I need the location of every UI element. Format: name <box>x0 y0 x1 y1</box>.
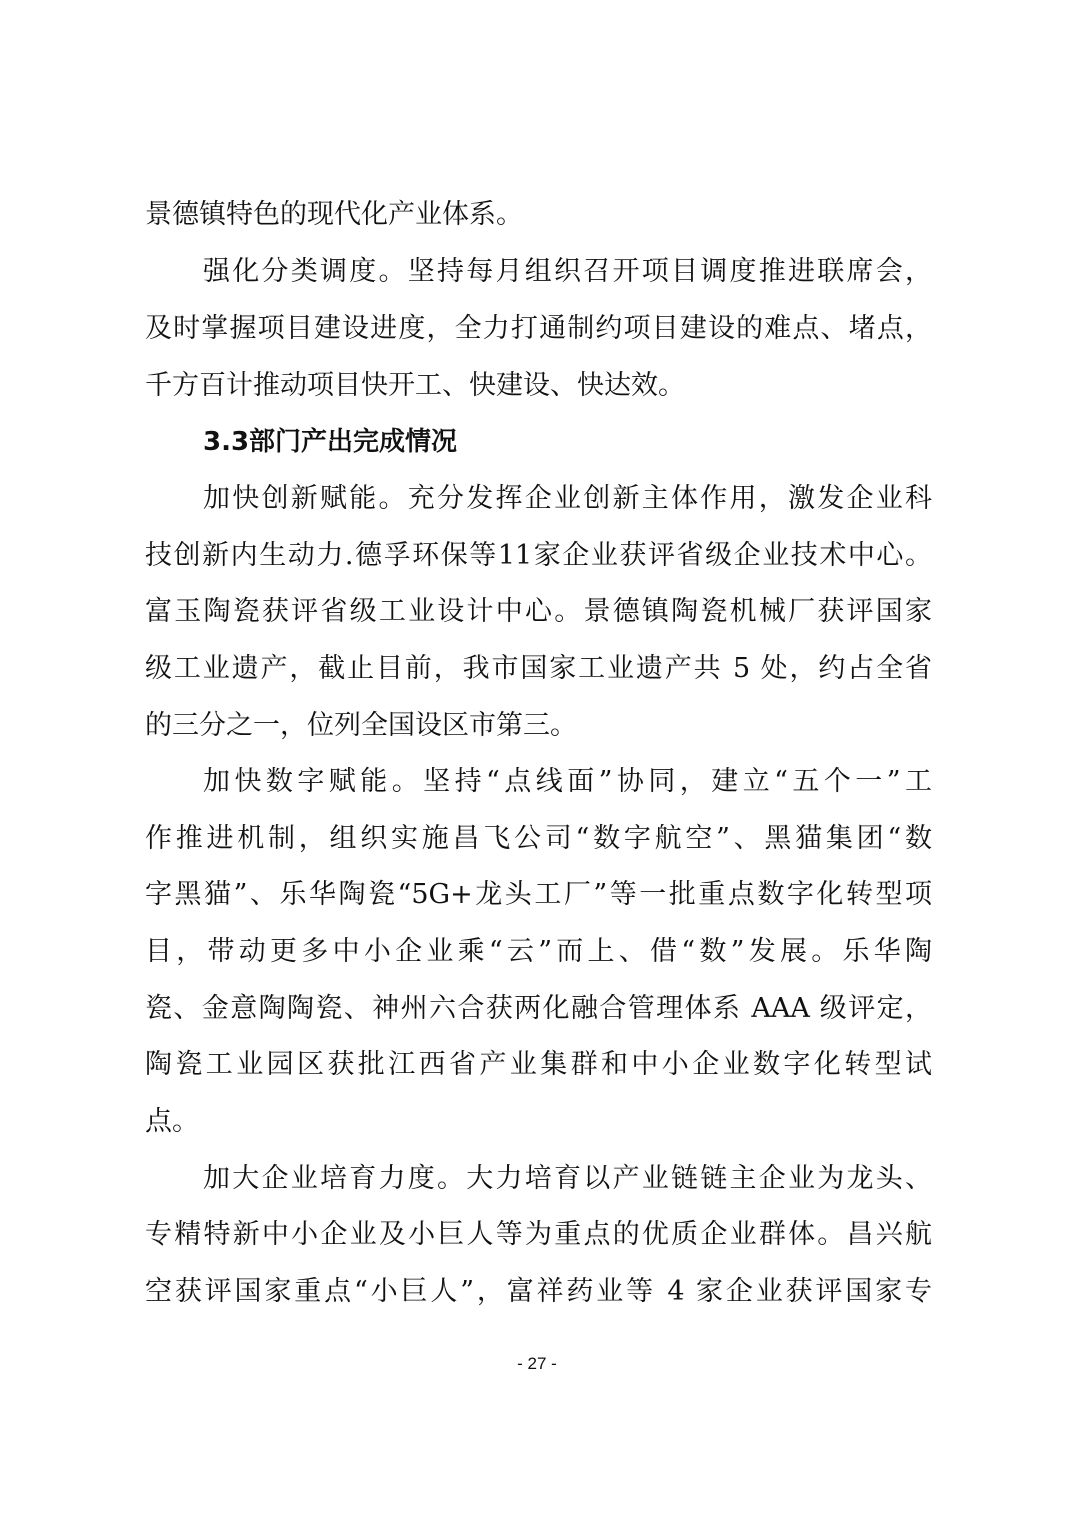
text-line: 加大企业培育力度。大力培育以产业链链主企业为龙头、 <box>203 1163 932 1194</box>
text-line: 及时掌握项目建设进度，全力打通制约项目建设的难点、堵点， <box>145 313 932 344</box>
text-line: 加快创新赋能。充分发挥企业创新主体作用，激发企业科 <box>203 483 932 514</box>
text-line: 目，带动更多中小企业乘“云”而上、借“数”发展。乐华陶 <box>145 936 932 967</box>
text-line: 空获评国家重点“小巨人”，富祥药业等 4 家企业获评国家专 <box>145 1276 932 1307</box>
text-line: 作推进机制，组织实施昌飞公司“数字航空”、黑猫集团“数 <box>145 823 932 854</box>
text-line: 专精特新中小企业及小巨人等为重点的优质企业群体。昌兴航 <box>145 1219 932 1250</box>
section-heading: 3.3部门产出完成情况 <box>203 427 458 457</box>
text-line: 的三分之一，位列全国设区市第三。 <box>145 710 577 741</box>
text-line: 瓷、金意陶陶瓷、神州六合获两化融合管理体系 AAA 级评定， <box>145 993 932 1024</box>
text-line: 富玉陶瓷获评省级工业设计中心。景德镇陶瓷机械厂获评国家 <box>145 596 932 627</box>
text-line: 陶瓷工业园区获批江西省产业集群和中小企业数字化转型试 <box>145 1049 932 1080</box>
text-line: 点。 <box>145 1106 199 1137</box>
text-line: 加快数字赋能。坚持“点线面”协同，建立“五个一”工 <box>203 766 932 797</box>
text-line: 景德镇特色的现代化产业体系。 <box>145 199 523 230</box>
page-number: - 27 - <box>517 1354 557 1373</box>
text-line: 强化分类调度。坚持每月组织召开项目调度推进联席会， <box>203 256 932 287</box>
text-line: 字黑猫”、乐华陶瓷“5G+龙头工厂”等一批重点数字化转型项 <box>145 879 932 910</box>
text-line: 级工业遗产，截止目前，我市国家工业遗产共 5 处，约占全省 <box>145 653 932 684</box>
text-line: 技创新内生动力.德孚环保等11家企业获评省级企业技术中心。 <box>145 540 932 571</box>
text-line: 千方百计推动项目快开工、快建设、快达效。 <box>145 370 685 401</box>
